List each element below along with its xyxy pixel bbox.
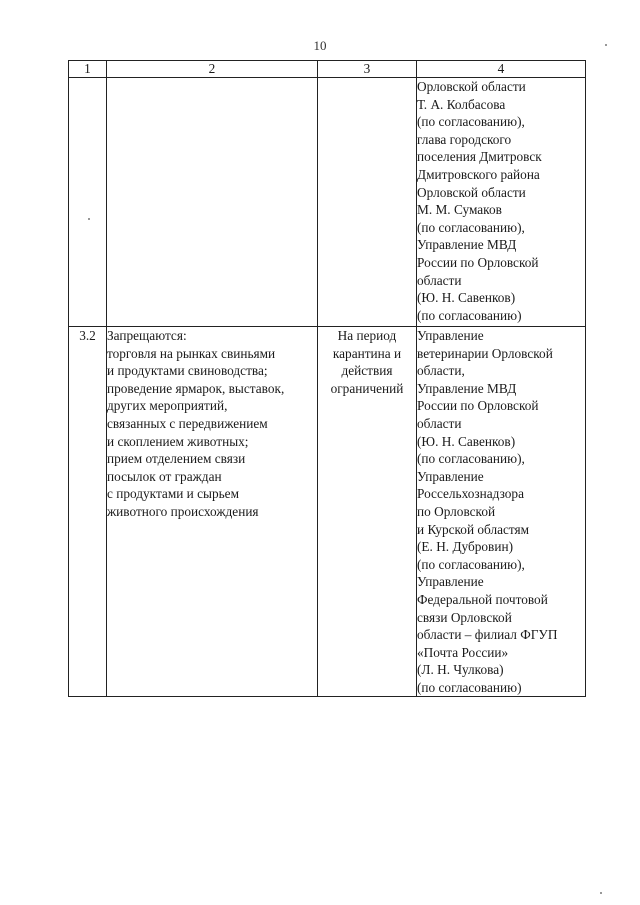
measure-cell xyxy=(107,78,318,327)
responsible-cell: Орловской области Т. А. Колбасова (по согласованию), глава городского поселения Дмитровск Дмитровского района Орловской области М. М. Сумаков (по согласованию), Управление МВД России по Орловской области (Ю. Н. Савенков) (по согласованию) xyxy=(417,78,586,327)
table-row-continued xyxy=(69,78,586,327)
period-cell: На период карантина и действия ограничений xyxy=(318,327,417,697)
responsible-cell: Управление ветеринарии Орловской области, Управление МВД России по Орловской области (Ю. Н. Савенков) (по согласованию), Управление Россельхознадзора по Орловской и Курской областям (Е. Н. Дубровин) (по согласованию), Управление Федеральной почтовой связи Орловской области – филиал ФГУП «Почта России» (Л. Н. Чулкова) (по согласованию) xyxy=(417,327,586,697)
row-number-cell xyxy=(69,78,107,327)
row-number-cell: 3.2 xyxy=(69,327,107,697)
scan-speck xyxy=(600,892,602,894)
measure-cell: Запрещаются: торговля на рынках свиньями и продуктами свиноводства; проведение ярмарок, выставок, других мероприятий, связанных с передвижением и скоплением животных; прием отделением связи посылок от граждан с продуктами и сырьем животного происхождения xyxy=(107,327,318,697)
table-header-row xyxy=(69,61,586,78)
page-number: 10 xyxy=(313,38,327,53)
measures-table xyxy=(68,60,586,697)
column-header-4: 4 xyxy=(417,61,586,78)
column-header-2: 2 xyxy=(107,61,318,78)
table-row-3-2 xyxy=(69,327,586,697)
column-header-3: 3 xyxy=(318,61,417,78)
scan-speck xyxy=(88,218,90,220)
period-cell xyxy=(318,78,417,327)
column-header-1: 1 xyxy=(69,61,107,78)
scan-speck xyxy=(605,44,607,46)
